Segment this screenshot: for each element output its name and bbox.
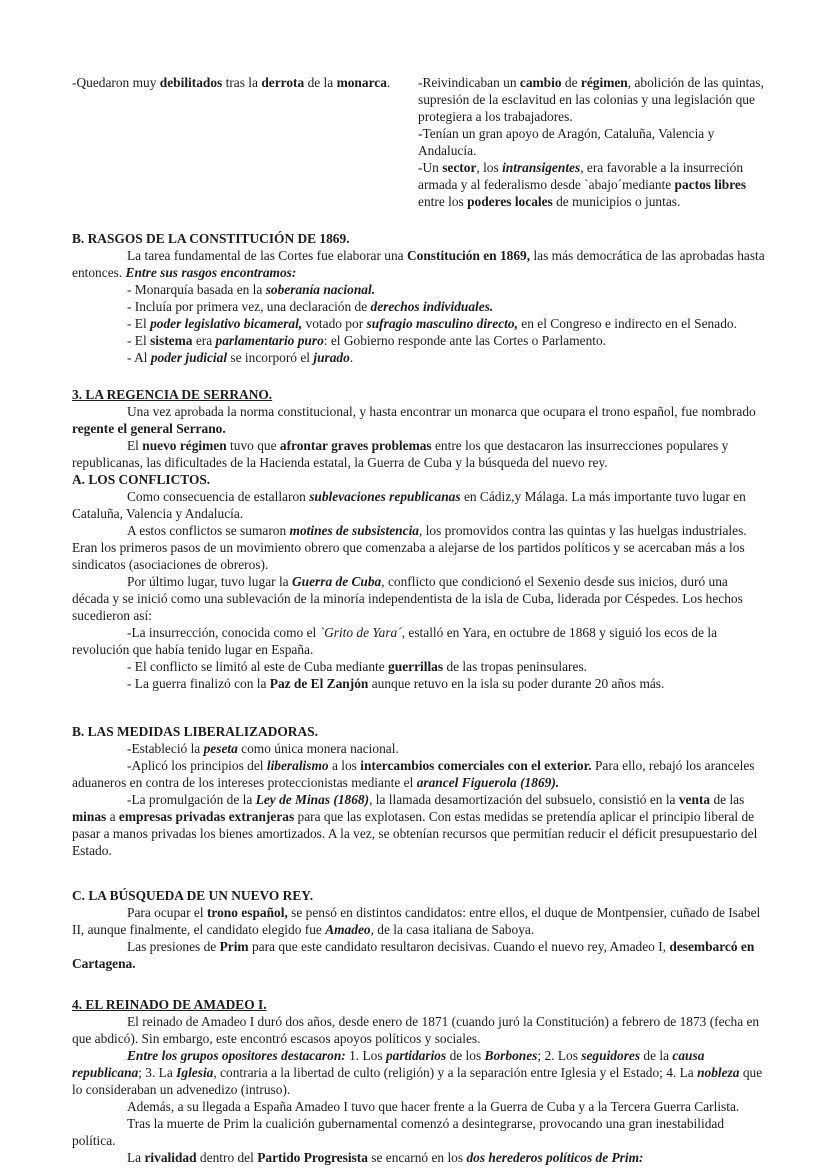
text-run: seguidores [581, 1048, 641, 1063]
text-run: Guerra de Cuba [291, 574, 382, 589]
text-run: afrontar graves problemas [279, 438, 432, 453]
paragraph [418, 159, 766, 210]
text-run: La tarea fundamental de las Cortes fue elaborar una [127, 248, 407, 263]
text-run: Amadeo [325, 922, 371, 937]
text-run: 4. EL REINADO DE AMADEO I. [72, 997, 267, 1012]
text-run: para que las explotasen. Con estas medidas se pretendía aplicar el principio liberal de pasar a manos privadas los bienes amortizados. A la vez, se obtenían recursos que permitían reducir el déficit presupuestario del Estado. [72, 809, 758, 858]
text-run: de municipios o juntas. [552, 194, 681, 209]
paragraph [72, 247, 766, 281]
text-run: Entre sus rasgos encontramos: [125, 265, 297, 280]
text-run: a los [328, 758, 361, 773]
text-run: derrota [261, 75, 305, 90]
text-run: arancel Figuerola (1869). [416, 775, 560, 790]
text-run: partidarios [385, 1048, 447, 1063]
text-run: guerrillas [388, 659, 444, 674]
text-run: - Al [127, 350, 151, 365]
text-run: Para ocupar el [127, 905, 207, 920]
text-run: derechos individuales. [370, 299, 494, 314]
text-run: - Monarquía basada en la [127, 282, 266, 297]
text-run: desembarcó en Cartagena. [72, 939, 755, 971]
text-run: de la [640, 1048, 673, 1063]
section-heading [72, 723, 766, 740]
paragraph [127, 349, 766, 366]
text-run: -Quedaron muy [72, 75, 160, 90]
text-run: peseta [203, 741, 238, 756]
text-run: , abolición de las quintas, supresión de la esclavitud en las colonias y una legislación que protegiera a los trabajadores. [418, 75, 764, 124]
text-run: -Reivindicaban un [418, 75, 520, 90]
sections-container [72, 230, 766, 1166]
top-right-column [418, 74, 766, 210]
text-run: Tras la muerte de Prim la cualición gubernamental comenzó a desintegrarse, provocando una gran inestabilidad política. [72, 1116, 725, 1148]
paragraph [72, 791, 766, 859]
text-run: - Incluía por primera vez, una declaración de [127, 299, 371, 314]
text-run: Iglesia [176, 1065, 214, 1080]
text-run: nobleza [697, 1065, 740, 1080]
paragraph [72, 573, 766, 624]
text-run: ; 3. La [138, 1065, 177, 1080]
text-run: -Un [418, 160, 443, 175]
text-run: de las [710, 792, 745, 807]
text-run: como única monera nacional. [237, 741, 399, 756]
text-run: era [192, 333, 216, 348]
section [72, 996, 766, 1166]
text-run: Entre los grupos opositores destacaron: [127, 1048, 346, 1063]
text-run: `Grito de Yara´ [319, 625, 402, 640]
text-run: Además, a su llegada a España Amadeo I tuvo que hacer frente a la Guerra de Cuba y a la Tercera Guerra Carlista. [127, 1099, 740, 1114]
text-run: poder judicial [150, 350, 228, 365]
text-run: Partido Progresista [257, 1150, 368, 1165]
text-run: , la llamada desamortización del subsuelo, consistió en la [369, 792, 679, 807]
paragraph [72, 403, 766, 437]
text-run: entre los que destacaron las insurrecciones populares y republicanas, las dificultades de la Hacienda estatal, la Guerra de Cuba y la búsqueda del nuevo rey. [72, 438, 729, 470]
paragraph [72, 471, 766, 488]
text-run: -Tenían un gran apoyo de Aragón, Cataluña, Valencia y Andalucía. [418, 126, 715, 158]
text-run: sector [442, 160, 477, 175]
text-run: : el Gobierno responde ante las Cortes o Parlamento. [323, 333, 607, 348]
text-run: - El [127, 333, 151, 348]
text-run: dentro del [196, 1150, 258, 1165]
text-run: , era favorable a la insurreción armada y al federalismo desde `abajo´mediante [418, 160, 744, 192]
text-run: de las tropas peninsulares. [443, 659, 588, 674]
text-run: intercambios comerciales con el exterior. [360, 758, 592, 773]
text-run: Para ello, rebajó los aranceles aduaneros en contra de los intereses proteccionistas mediante el [72, 758, 755, 790]
text-run: 1. Los [345, 1048, 386, 1063]
paragraph [72, 1098, 766, 1115]
text-run: A. LOS CONFLICTOS. [72, 472, 211, 487]
text-run: Prim [219, 939, 249, 954]
paragraph [72, 1149, 766, 1166]
paragraph [418, 74, 766, 125]
section [72, 723, 766, 859]
text-run: -La insurrección, conocida como el [127, 625, 320, 640]
paragraph [72, 624, 766, 658]
text-run: debilitados [159, 75, 223, 90]
text-run: La [127, 1150, 145, 1165]
text-run: trono español, [206, 905, 288, 920]
text-run: venta [678, 792, 711, 807]
paragraph [72, 938, 766, 972]
text-run: se pensó en distintos candidatos: entre ellos, el duque de Montpensier, cuñado de Isabel II, aunque finalmente, el candidato elegido fue [72, 905, 761, 937]
text-run: poder legislativo bicameral, [150, 316, 303, 331]
text-run: B. LAS MEDIDAS LIBERALIZADORAS. [72, 724, 318, 739]
text-run: causa republicana [72, 1048, 705, 1080]
text-run: ; 2. Los [537, 1048, 582, 1063]
paragraph [127, 315, 766, 332]
text-run: 3. LA REGENCIA DE SERRANO. [72, 387, 273, 402]
text-run: de la [304, 75, 337, 90]
paragraph [72, 437, 766, 471]
text-run: sistema [150, 333, 193, 348]
paragraph [72, 757, 766, 791]
text-run: tras la [222, 75, 262, 90]
paragraph [127, 658, 766, 675]
paragraph [72, 522, 766, 573]
text-run: -Aplicó los principios del [127, 758, 267, 773]
section-heading [72, 887, 766, 904]
text-run: B. RASGOS DE LA CONSTITUCIÓN DE 1869. [72, 231, 350, 246]
text-run: C. LA BÚSQUEDA DE UN NUEVO REY. [72, 888, 314, 903]
text-run: . [349, 350, 354, 365]
top-two-column-block [72, 74, 766, 210]
text-run: nuevo régimen [142, 438, 227, 453]
text-run: se incorporó el [227, 350, 314, 365]
text-run: sufragio masculino directo, [366, 316, 518, 331]
text-run: de [561, 75, 581, 90]
section-heading [72, 386, 766, 403]
text-run: , los promovidos contra las quintas y las huelgas industriales. Eran los primeros pasos de un movimiento obrero que comenzaba a alejarse de los partidos políticos y se acercaban más a los sindicatos (asociaciones de obreros). [72, 523, 747, 572]
text-run: sublevaciones republicanas [309, 489, 461, 504]
paragraph [127, 298, 766, 315]
text-run: , contraria a la libertad de culto (religión) y a la separación entre Iglesia y el Estado; 4. La [213, 1065, 698, 1080]
section [72, 887, 766, 972]
section-heading [72, 230, 766, 247]
text-run: en el Congreso e indirecto en el Senado. [517, 316, 737, 331]
section [72, 386, 766, 692]
text-run: pactos libres [674, 177, 747, 192]
text-run: tuvo que [226, 438, 280, 453]
text-run: Borbones [484, 1048, 538, 1063]
text-run: monarca [336, 75, 387, 90]
text-run: rivalidad [144, 1150, 197, 1165]
text-run: Constitución en 1869, [406, 248, 531, 263]
text-run: , estalló en Yara, en octubre de 1868 y siguió los ecos de la revolución que había tenido lugar en España. [72, 625, 718, 657]
text-run: intransigentes [502, 160, 581, 175]
text-run: Una vez aprobada la norma constitucional, y hasta encontrar un monarca que ocupara el trono español, fue nombrado [127, 404, 756, 419]
section [72, 230, 766, 366]
text-run: El reinado de Amadeo I duró dos años, desde enero de 1871 (cuando juró la Constitución) a febrero de 1873 (fecha en que abdicó). Sin embargo, este encontró escasos apoyos políticos y sociales. [72, 1014, 760, 1046]
top-left-column [72, 74, 418, 91]
text-run: se encarnó en los [367, 1150, 467, 1165]
text-run: minas [72, 809, 107, 824]
paragraph [72, 904, 766, 938]
text-run: Paz de El Zanjón [269, 676, 369, 691]
text-run: votado por [302, 316, 367, 331]
text-run: Como consecuencia de estallaron [127, 489, 310, 504]
text-run: a [106, 809, 119, 824]
text-run: liberalismo [266, 758, 329, 773]
text-run: Por último lugar, tuvo lugar la [127, 574, 292, 589]
text-run: -Estableció la [127, 741, 204, 756]
paragraph [127, 675, 766, 692]
text-run: aunque retuvo en la isla su poder durante 20 años más. [368, 676, 665, 691]
text-run: , los [476, 160, 503, 175]
paragraph [127, 281, 766, 298]
text-run: regente el general Serrano. [72, 421, 226, 436]
text-run: El [127, 438, 143, 453]
text-run: motines de subsistencia [289, 523, 419, 538]
paragraph [72, 1115, 766, 1149]
text-run: soberanía nacional. [265, 282, 376, 297]
paragraph [72, 1047, 766, 1098]
text-run: - El [127, 316, 151, 331]
paragraph [127, 740, 766, 757]
text-run: A estos conflictos se sumaron [127, 523, 290, 538]
text-run: - El conflicto se limitó al este de Cuba mediante [127, 659, 389, 674]
paragraph [127, 332, 766, 349]
text-run: entre los [418, 194, 468, 209]
text-run: las más democrática de las aprobadas hasta entonces. [72, 248, 765, 280]
text-run: de los [446, 1048, 485, 1063]
text-run: empresas privadas extranjeras [118, 809, 295, 824]
text-run: . [386, 75, 391, 90]
text-run: régimen [580, 75, 628, 90]
text-run: cambio [519, 75, 562, 90]
paragraph [418, 125, 766, 159]
text-run: -La promulgación de la [127, 792, 256, 807]
text-run: en Cádiz,y Málaga. La más importante tuvo lugar en Cataluña, Valencia y Andalucía. [72, 489, 746, 521]
text-run: - La guerra finalizó con la [127, 676, 270, 691]
text-run: Las presiones de [127, 939, 220, 954]
paragraph [72, 1013, 766, 1047]
text-run: para que este candidato resultaron decisivas. Cuando el nuevo rey, Amadeo I, [248, 939, 670, 954]
text-run: Ley de Minas (1868) [255, 792, 370, 807]
text-run: dos herederos políticos de Prim: [466, 1150, 644, 1165]
text-run: , conflicto que condicionó el Sexenio desde sus inicios, duró una década y se inició como una sublevación de la minoría independentista de la isla de Cuba, liderada por Céspedes. Los hechos sucedieron así: [72, 574, 743, 623]
text-run: que lo consideraban un advenedizo (intruso). [72, 1065, 763, 1097]
text-run: , de la casa italiana de Saboya. [370, 922, 535, 937]
paragraph [72, 488, 766, 522]
paragraph [72, 74, 418, 91]
section-heading [72, 996, 766, 1013]
text-run: parlamentario puro [215, 333, 324, 348]
text-run: poderes locales [467, 194, 553, 209]
text-run: jurado [313, 350, 350, 365]
